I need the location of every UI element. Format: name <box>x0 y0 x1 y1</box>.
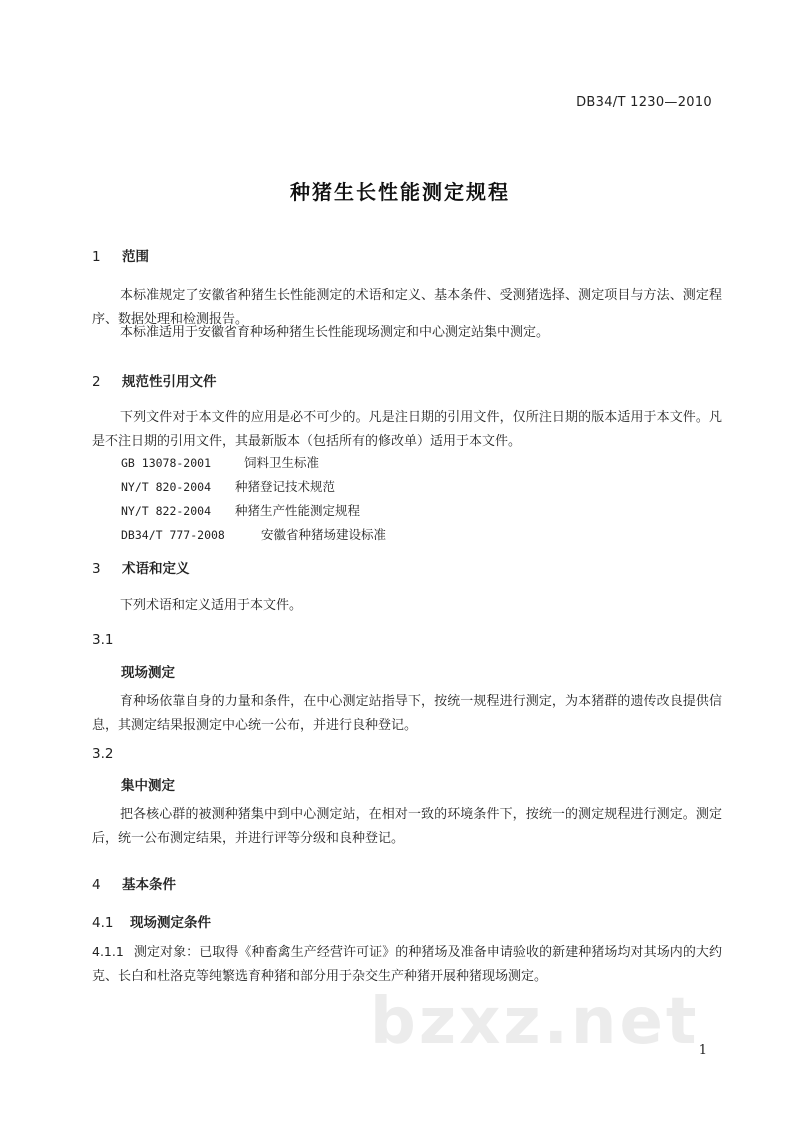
section-number: 3 <box>92 561 101 577</box>
section-title: 规范性引用文件 <box>122 374 217 390</box>
section-1-paragraph-1: 本标准规定了安徽省种猪生长性能测定的术语和定义、基本条件、受测猪选择、测定项目与方法、测定程序、数据处理和检测报告。 <box>92 288 722 327</box>
standard-number: DB34/T 1230—2010 <box>576 95 712 110</box>
section-2-heading <box>92 370 217 390</box>
section-4-heading <box>92 873 176 893</box>
section-3-paragraph-1: 下列术语和定义适用于本文件。 <box>120 598 303 613</box>
reference-code: NY/T 820-2004 <box>121 480 212 494</box>
reference-item <box>121 477 335 495</box>
term-definition: 育种场依靠自身的力量和条件，在中心测定站指导下，按统一规程进行测定，为本猪群的遗传改良提供信息，其测定结果报测定中心统一公布，并进行良种登记。 <box>92 694 722 733</box>
reference-code: GB 13078-2001 <box>121 456 212 470</box>
section-title: 范围 <box>122 249 149 265</box>
subsection-title: 现场测定条件 <box>130 915 211 931</box>
clause-number: 4.1.1 <box>92 944 124 959</box>
section-1-paragraph-2: 本标准适用于安徽省育种场种猪生长性能现场测定和中心测定站集中测定。 <box>120 325 550 340</box>
document-title: 种猪生长性能测定规程 <box>290 180 510 204</box>
reference-item <box>121 525 386 543</box>
reference-name: 安徽省种猪场建设标准 <box>261 527 387 542</box>
term-number: 3.2 <box>92 746 114 762</box>
reference-item <box>121 501 360 519</box>
reference-name: 饲料卫生标准 <box>244 455 320 470</box>
page-number: 1 <box>698 1043 707 1058</box>
reference-item <box>121 453 319 471</box>
reference-name: 种猪生产性能测定规程 <box>235 503 361 518</box>
section-title: 术语和定义 <box>122 561 190 577</box>
reference-code: DB34/T 777-2008 <box>121 528 225 542</box>
reference-code: NY/T 822-2004 <box>121 504 212 518</box>
term-number: 3.1 <box>92 632 114 648</box>
clause-4-1-1 <box>92 940 722 989</box>
section-1-heading <box>92 245 149 265</box>
section-number: 4 <box>92 877 101 893</box>
subsection-4-1-heading <box>92 911 211 931</box>
term-name: 集中测定 <box>121 778 175 794</box>
section-number: 2 <box>92 374 101 390</box>
term-name: 现场测定 <box>121 665 175 681</box>
term-definition: 把各核心群的被测种猪集中到中心测定站，在相对一致的环境条件下，按统一的测定规程进行测定。测定后，统一公布测定结果，并进行评等分级和良种登记。 <box>92 807 722 846</box>
section-number: 1 <box>92 249 101 265</box>
reference-name: 种猪登记技术规范 <box>235 479 336 494</box>
watermark: bzxz.net <box>370 985 700 1059</box>
section-3-heading <box>92 557 190 577</box>
subsection-number: 4.1 <box>92 915 114 931</box>
section-title: 基本条件 <box>122 877 176 893</box>
clause-text: 测定对象：已取得《种畜禽生产经营许可证》的种猪场及准备申请验收的新建种猪场均对其场内的大约克、长白和杜洛克等纯繁选育种猪和部分用于杂交生产种猪开展种猪现场测定。 <box>92 945 722 984</box>
section-2-paragraph-1: 下列文件对于本文件的应用是必不可少的。凡是注日期的引用文件，仅所注日期的版本适用于本文件。凡是不注日期的引用文件，其最新版本（包括所有的修改单）适用于本文件。 <box>92 410 722 449</box>
